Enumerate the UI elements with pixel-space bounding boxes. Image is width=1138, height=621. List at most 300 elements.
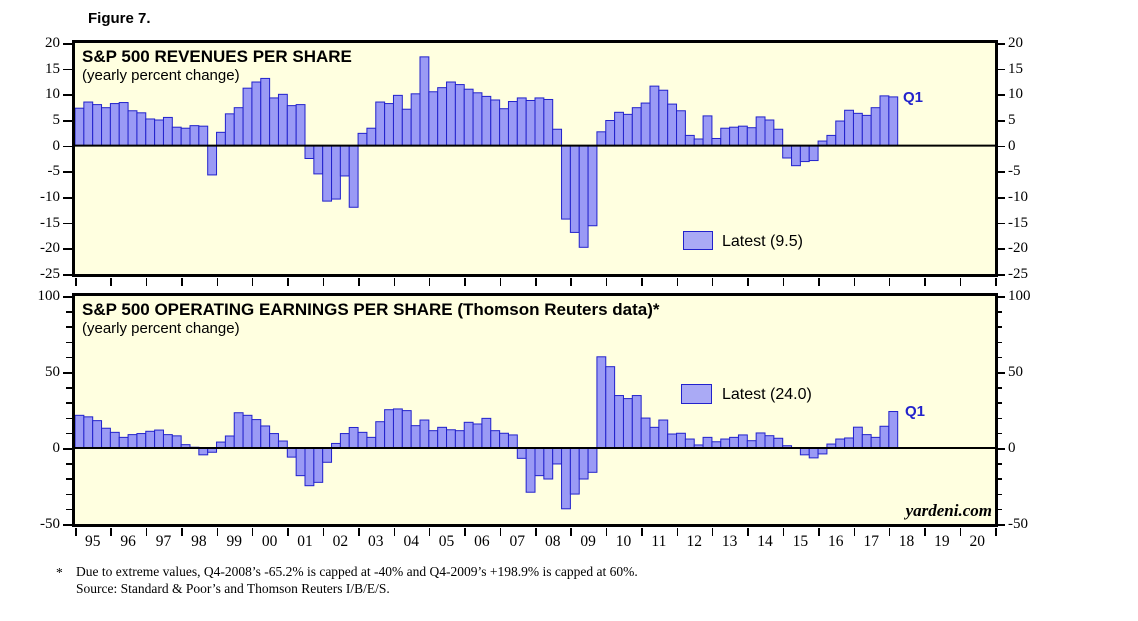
revenues-bar [323,146,332,201]
operating-earnings-bar [447,430,456,448]
revenues-bar [455,85,464,146]
x-year-tick [641,278,643,286]
revenues-bar [836,121,845,146]
revenues-bar [376,102,385,146]
operating-earnings-bar [668,434,677,448]
revenues-ytick-label-right: -5 [1008,163,1021,180]
operating-earnings-ytick-label-left: 50 [45,364,60,380]
revenues-bar [880,96,889,146]
operating-earnings-ytick-left [66,311,72,313]
source-text: Source: Standard & Poor’s and Thomson Reuters I/B/E/S. [76,581,390,596]
revenues-ytick-label-left: 20 [45,35,60,51]
operating-earnings-ytick-left [66,478,72,480]
operating-earnings-bar [128,435,137,448]
revenues-bar [402,109,411,145]
operating-earnings-bar [420,420,429,448]
x-year-tick [535,278,537,286]
revenues-bar [809,146,818,161]
revenues-bar [464,89,473,145]
revenues-ytick-right [996,146,1005,148]
operating-earnings-bar [225,436,234,448]
x-year-tick [818,278,820,286]
revenues-bar [562,146,571,219]
revenues-ytick-label-right: -20 [1008,240,1028,257]
revenues-bar [208,146,217,175]
operating-earnings-ytick-label-left: -50 [40,516,60,532]
x-year-label: 07 [509,533,526,550]
operating-earnings-bar [84,417,93,448]
revenues-bar [632,108,641,146]
operating-earnings-bar [119,437,128,448]
x-year-label: 95 [84,533,101,550]
operating-earnings-bar [314,448,323,482]
revenues-bar [668,104,677,146]
x-year-tick [252,278,254,286]
x-year-tick [747,278,749,286]
revenues-bar [93,105,102,146]
footnote-marker: * [56,565,63,580]
x-year-label: 13 [721,533,738,550]
operating-earnings-bar [756,433,765,448]
revenues-ytick-left [63,120,72,122]
operating-earnings-ytick-right [996,433,1002,435]
revenues-ytick-right [996,43,1005,45]
x-year-tick [995,278,997,286]
revenues-bar [181,128,190,145]
x-year-tick [358,278,360,286]
operating-earnings-ytick-label-right: 0 [1008,440,1016,456]
operating-earnings-bar [402,411,411,448]
revenues-ytick-left [63,146,72,148]
operating-earnings-bar [93,421,102,448]
operating-earnings-bar [845,438,854,448]
operating-earnings-bar [385,410,394,448]
operating-earnings-bar [615,396,624,448]
x-year-tick [783,278,785,286]
operating-earnings-bar [650,427,659,448]
operating-earnings-bar [836,439,845,448]
operating-earnings-ytick-right [996,372,1005,374]
revenues-bar [367,128,376,145]
revenues-bar [172,127,181,145]
x-year-tick [960,278,962,286]
operating-earnings-ytick-right [996,509,1002,511]
operating-earnings-bar [411,426,420,448]
revenues-bar [862,115,871,145]
operating-earnings-bar [862,435,871,448]
operating-earnings-bar [641,418,650,448]
revenues-ytick-right [996,94,1005,96]
revenues-ytick-right [996,274,1005,276]
operating-earnings-bar [730,437,739,448]
revenues-ytick-label-right: 5 [1008,112,1016,128]
operating-earnings-bar [296,448,305,476]
revenues-bar [349,146,358,208]
revenues-ytick-label-left: -25 [40,266,60,282]
operating-earnings-bar [508,435,517,448]
operating-earnings-ytick-label-right: -50 [1008,516,1028,532]
revenues-ytick-right [996,248,1005,250]
operating-earnings-ytick-left [66,463,72,465]
operating-earnings-ytick-left [66,433,72,435]
operating-earnings-bar [261,426,270,448]
operating-earnings-bar [455,431,464,448]
operating-earnings-bar [146,431,155,448]
x-year-label: 11 [651,533,667,550]
revenues-q1-annotation: Q1 [903,89,924,106]
revenues-bar [314,146,323,174]
x-year-tick [323,278,325,286]
operating-earnings-bar [464,422,473,448]
operating-earnings-bar [473,424,482,448]
revenues-bar [102,108,111,146]
x-year-label: 04 [403,533,419,550]
x-year-tick [181,278,183,286]
operating-earnings-bar [721,439,730,448]
revenues-legend-label: Latest (9.5) [722,233,803,250]
x-year-tick [712,278,714,286]
operating-earnings-bar [155,430,164,448]
revenues-bar [747,128,756,146]
revenues-bar [544,99,553,145]
revenues-ytick-right [996,197,1005,199]
operating-earnings-ytick-left [66,509,72,511]
operating-earnings-ytick-right [996,387,1002,389]
operating-earnings-bar [163,435,172,448]
revenues-ytick-right [996,223,1005,225]
operating-earnings-ytick-left [63,524,72,526]
x-year-tick [146,278,148,286]
revenues-ytick-label-left: 10 [45,86,60,103]
operating-earnings-ytick-right [996,296,1005,298]
revenues-bar [756,117,765,146]
operating-earnings-bar [393,409,402,448]
revenues-legend-swatch [683,231,713,250]
x-year-label: 16 [828,533,844,550]
operating-earnings-bar [199,448,208,455]
earnings-q1-annotation: Q1 [905,403,926,420]
operating-earnings-bar [880,426,889,448]
revenues-ytick-left [63,69,72,71]
revenues-bar [738,126,747,146]
operating-earnings-bar [853,427,862,448]
revenues-ytick-label-left: -20 [40,240,60,257]
revenues-bar [765,120,774,146]
revenues-bar [261,78,270,145]
revenues-bar [553,129,562,145]
operating-earnings-bar [234,413,243,448]
operating-earnings-bar [747,441,756,448]
revenues-bar [137,113,146,146]
revenues-ytick-label-right: 20 [1008,35,1023,51]
operating-earnings-ytick-left [66,402,72,404]
revenues-ytick-label-right: 10 [1008,86,1023,103]
revenues-bar [774,129,783,145]
revenues-bar [278,94,287,145]
revenues-bar [146,119,155,146]
x-year-tick [110,278,112,286]
operating-earnings-bar [623,399,632,448]
revenues-bar [871,108,880,146]
operating-earnings-bar [243,415,252,448]
revenues-bar [783,146,792,158]
x-year-tick [606,278,608,286]
earnings-title: S&P 500 OPERATING EARNINGS PER SHARE (Thomson Reuters data)* [82,300,660,319]
x-year-label: 02 [332,533,349,550]
revenues-ytick-label-left: -5 [47,163,60,180]
revenues-ytick-label-left: 5 [52,112,60,128]
revenues-bar [473,93,482,146]
x-year-tick [464,278,466,286]
operating-earnings-bar [270,434,279,448]
operating-earnings-bar [278,441,287,448]
revenues-bar [332,146,341,199]
revenues-ytick-left [63,274,72,276]
revenues-bar [508,102,517,146]
x-year-label: 18 [898,533,915,550]
x-year-label: 19 [934,533,950,550]
x-year-label: 12 [686,533,702,550]
x-year-tick [854,278,856,286]
revenues-ytick-left [63,43,72,45]
earnings-subtitle: (yearly percent change) [82,320,240,337]
operating-earnings-bar [579,448,588,479]
operating-earnings-ytick-right [996,418,1002,420]
operating-earnings-ytick-left [66,494,72,496]
revenues-bar [597,132,606,146]
revenues-bar [199,126,208,146]
revenues-bar [685,135,694,145]
operating-earnings-bar [677,433,686,448]
revenues-bar [606,121,615,146]
revenues-ytick-label-left: -15 [40,214,60,231]
revenues-ytick-label-left: -10 [40,189,60,205]
operating-earnings-bar [137,434,146,448]
revenues-bar [305,146,314,159]
revenues-bar [385,104,394,146]
operating-earnings-bar [172,436,181,448]
x-year-tick [394,278,396,286]
x-year-label: 05 [438,533,455,550]
operating-earnings-ytick-left [66,387,72,389]
revenues-bar [163,117,172,145]
revenues-bar [296,105,305,146]
revenues-bar [429,92,438,146]
revenues-ytick-right [996,171,1005,173]
revenues-bar [500,109,509,146]
revenues-ytick-right [996,120,1005,122]
operating-earnings-bar [685,439,694,448]
operating-earnings-ytick-label-right: 100 [1008,288,1031,304]
revenues-bar [535,98,544,146]
operating-earnings-bar [287,448,296,457]
operating-earnings-bar [252,420,261,448]
x-year-label: 03 [368,533,384,550]
revenues-subtitle: (yearly percent change) [82,67,240,84]
revenues-ytick-left [63,94,72,96]
operating-earnings-bar [597,357,606,448]
revenues-ytick-left [63,248,72,250]
revenues-bar [792,146,801,166]
revenues-bar [411,94,420,146]
x-year-label: 14 [757,533,773,550]
operating-earnings-bar [438,427,447,448]
revenues-bar [853,113,862,145]
revenues-bar [570,146,579,233]
x-year-label: 96 [120,533,136,550]
operating-earnings-bar [703,437,712,448]
x-year-label: 20 [969,533,986,550]
revenues-bar [517,98,526,146]
operating-earnings-ytick-left [66,342,72,344]
operating-earnings-ytick-right [996,448,1005,450]
x-year-label: 09 [580,533,596,550]
revenues-bar [579,146,588,248]
operating-earnings-bar [606,367,615,448]
x-year-label: 99 [226,533,242,550]
operating-earnings-bar [562,448,571,509]
x-year-label: 97 [155,533,172,550]
operating-earnings-ytick-left [63,296,72,298]
operating-earnings-ytick-right [996,342,1002,344]
x-year-label: 01 [297,533,313,550]
x-year-label: 17 [863,533,879,550]
x-year-label: 15 [792,533,809,550]
operating-earnings-bar [482,418,491,448]
revenues-ytick-label-right: -10 [1008,189,1028,205]
operating-earnings-bar [429,431,438,448]
revenues-bar [588,146,597,226]
footnote-text: Due to extreme values, Q4-2008’s -65.2% is capped at -40% and Q4-2009’s +198.9% is capped at 60%. [76,564,638,579]
revenues-bar [694,139,703,146]
operating-earnings-ytick-left [63,448,72,450]
revenues-bar [225,114,234,146]
operating-earnings-ytick-label-left: 0 [52,440,60,456]
revenues-ytick-label-right: 0 [1008,137,1016,154]
revenues-bar [438,88,447,146]
x-year-tick [570,278,572,286]
operating-earnings-bar [632,396,641,448]
revenues-ytick-label-left: 15 [45,60,60,77]
revenues-bar [712,138,721,145]
operating-earnings-bar [800,448,809,455]
x-year-label: 98 [191,533,207,550]
revenues-bar [252,82,261,146]
x-year-tick [677,278,679,286]
revenues-ytick-label-right: -15 [1008,214,1028,231]
revenues-bar [420,57,429,146]
operating-earnings-bar [367,437,376,448]
earnings-legend-label: Latest (24.0) [722,386,812,403]
x-year-label: 00 [261,533,278,550]
revenues-bar [287,106,296,146]
revenues-ytick-label-right: -25 [1008,266,1028,282]
revenues-bar [641,103,650,146]
x-year-label: 10 [615,533,632,550]
revenues-title: S&P 500 REVENUES PER SHARE [82,47,352,66]
x-year-tick [429,278,431,286]
revenues-bar [243,88,252,145]
revenues-bar [677,111,686,146]
revenues-bar [217,132,226,145]
operating-earnings-bar [588,448,597,472]
revenues-bar [526,100,535,145]
revenues-bar [84,102,93,146]
revenues-bar [491,100,500,146]
revenues-bar [800,146,809,162]
revenues-ytick-left [63,197,72,199]
revenues-bar [659,90,668,145]
operating-earnings-bar [110,432,119,448]
operating-earnings-bar [535,448,544,476]
x-year-tick [995,528,997,536]
revenues-bar [119,103,128,146]
x-year-tick [217,278,219,286]
operating-earnings-ytick-left [66,326,72,328]
x-year-label: 06 [474,533,490,550]
operating-earnings-ytick-right [996,311,1002,313]
revenues-bar [234,108,243,146]
operating-earnings-bar [765,436,774,448]
operating-earnings-bar [553,448,562,464]
operating-earnings-bar [570,448,579,494]
revenues-ytick-label-left: 0 [52,137,60,154]
revenues-bar [75,108,84,145]
revenues-bar [270,98,279,146]
x-year-tick [287,278,289,286]
operating-earnings-bar [75,415,84,448]
revenues-ytick-left [63,223,72,225]
operating-earnings-ytick-right [996,494,1002,496]
operating-earnings-bar [659,420,668,448]
x-year-tick [889,278,891,286]
operating-earnings-ytick-label-left: 100 [37,288,60,304]
revenues-ytick-left [63,171,72,173]
revenues-bar [393,95,402,145]
operating-earnings-ytick-left [66,418,72,420]
revenues-bar [128,111,137,146]
operating-earnings-ytick-left [63,372,72,374]
revenues-bar [190,126,199,146]
x-year-tick [500,278,502,286]
operating-earnings-bar [349,427,358,448]
operating-earnings-bar [102,428,111,448]
operating-earnings-bar [500,433,509,448]
branding-text: yardeni.com [905,501,992,520]
figure-label: Figure 7. [88,10,151,27]
operating-earnings-ytick-label-right: 50 [1008,364,1023,380]
earnings-legend-swatch [681,384,712,404]
revenues-bar [730,127,739,145]
revenues-bar [703,116,712,146]
revenues-bar [482,96,491,145]
x-year-tick [75,278,77,286]
operating-earnings-bar [889,412,898,448]
x-year-tick [924,278,926,286]
revenues-bar [110,104,119,146]
revenues-bar [615,112,624,145]
revenues-bar [623,114,632,145]
operating-earnings-ytick-right [996,326,1002,328]
operating-earnings-ytick-right [996,524,1005,526]
operating-earnings-ytick-left [66,357,72,359]
operating-earnings-ytick-right [996,463,1002,465]
x-year-label: 08 [544,533,561,550]
revenues-bar [721,128,730,145]
revenues-bar [155,120,164,146]
operating-earnings-bar [340,434,349,448]
revenues-bar [827,135,836,145]
